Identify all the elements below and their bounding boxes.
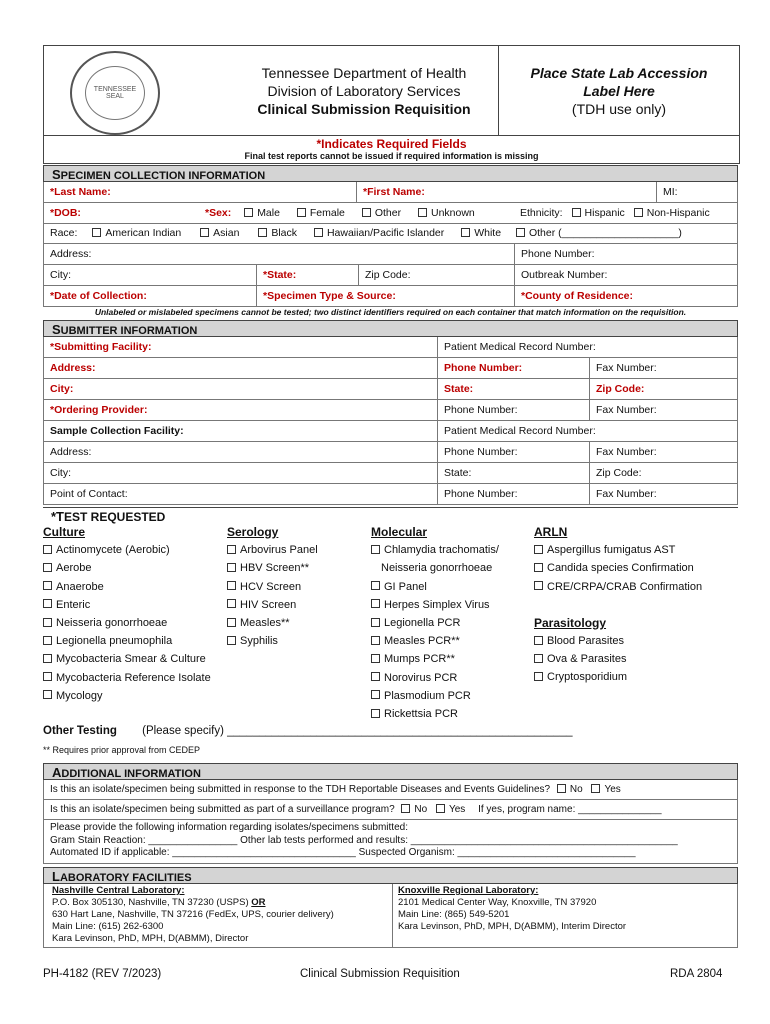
sex-other-label: Other (374, 207, 402, 219)
culture-item[interactable] (43, 541, 211, 559)
checkbox-american-indian[interactable] (92, 228, 101, 237)
row-name (43, 182, 738, 203)
automated-id-field[interactable]: Automated ID if applicable: _________________________________ Suspected Organism: ________________________________ (50, 847, 636, 858)
row-q1 (43, 780, 738, 800)
checkbox-hawaiian[interactable] (314, 228, 323, 237)
sex-male-label: Male (257, 207, 280, 219)
checkbox-molecular[interactable] (371, 709, 380, 718)
nashville-address: 630 Hart Lane, Nashville, TN 37216 (FedEx, UPS, courier delivery) (52, 909, 334, 920)
checkbox-non-hispanic[interactable] (634, 208, 643, 217)
checkbox-asian[interactable] (200, 228, 209, 237)
culture-item[interactable] (43, 650, 211, 668)
checkbox-molecular[interactable] (371, 581, 380, 590)
row-scf-address (43, 442, 738, 463)
molecular-label: Norovirus PCR (384, 671, 458, 684)
section-submitter: SUBMITTER INFORMATION (43, 320, 738, 337)
race-group (44, 224, 739, 243)
ethnicity-label: Ethnicity: (520, 207, 563, 219)
para-label: Blood Parasites (547, 635, 625, 648)
labeling-note: Unlabeled or mislabeled specimens cannot be tested; two distinct identifiers required on each container that match information on the requisition. (94, 307, 687, 317)
checkbox-serology[interactable] (227, 636, 236, 645)
q2-text: Is this an isolate/specimen being submitted as part of a surveillance program? (50, 804, 395, 815)
serology-item[interactable] (227, 632, 318, 650)
molecular-item[interactable] (371, 632, 499, 650)
serology-label: HIV Screen (240, 598, 297, 611)
form-header (43, 45, 740, 136)
checkbox-culture[interactable] (43, 545, 52, 554)
seal-inner: TENNESSEE SEAL (85, 66, 145, 120)
first-name-field[interactable]: *First Name: (356, 182, 656, 202)
other-testing-row (43, 725, 572, 737)
isolate-info-text: Please provide the following information regarding isolates/specimens submitted: (50, 822, 408, 833)
checkbox-serology[interactable] (227, 545, 236, 554)
molecular-item[interactable] (371, 578, 499, 596)
arln-label: CRE/CRPA/CRAB Confirmation (547, 580, 703, 593)
checkbox-arln[interactable] (534, 581, 543, 590)
molecular-heading: Molecular (371, 525, 428, 539)
culture-item[interactable] (43, 614, 211, 632)
row-isolate-info (43, 820, 738, 864)
serology-item[interactable] (227, 541, 318, 559)
culture-label: Aerobe (56, 562, 92, 575)
accession-label-area (499, 64, 739, 118)
other-testing-label: Other Testing (43, 725, 117, 737)
checkbox-black[interactable] (258, 228, 267, 237)
para-label: Ova & Parasites (547, 653, 627, 666)
checkbox-q1-yes[interactable] (591, 784, 600, 793)
row-sub-address (43, 358, 738, 379)
molecular-item[interactable] (371, 687, 499, 705)
provider-phone-field[interactable]: Phone Number: (437, 400, 589, 420)
row-collection (43, 286, 738, 307)
nashville-or: OR (251, 897, 266, 908)
section-labs: LABORATORY FACILITIES (43, 867, 738, 884)
checkbox-serology[interactable] (227, 618, 236, 627)
poc-phone-field[interactable]: Phone Number: (437, 484, 589, 504)
race-asian-label: Asian (213, 227, 240, 239)
para-item[interactable] (534, 668, 702, 686)
knoxville-title: Knoxville Regional Laboratory: (398, 885, 539, 896)
serology-item[interactable] (227, 614, 318, 632)
molecular-column (371, 523, 499, 723)
serology-label: Measles** (240, 617, 290, 630)
culture-label: Enteric (56, 598, 91, 611)
submitter-fax-field[interactable]: Fax Number: (589, 358, 739, 378)
submitter-phone-field[interactable]: Phone Number: (437, 358, 589, 378)
checkbox-molecular[interactable] (371, 545, 380, 554)
section-additional: ADDITIONAL INFORMATION (43, 763, 738, 780)
nashville-lab (52, 885, 334, 945)
row-address (43, 243, 738, 265)
culture-label: Neisseria gonorrhoeae (56, 617, 168, 630)
sex-female-label: Female (309, 207, 345, 219)
submitter-zip-field[interactable]: Zip Code: (589, 379, 739, 399)
knoxville-phone: Main Line: (865) 549-5201 (398, 909, 510, 920)
row-provider (43, 400, 738, 421)
molecular-item[interactable] (371, 614, 499, 632)
molecular-item[interactable] (371, 705, 499, 723)
checkbox-para[interactable] (534, 672, 543, 681)
accession-label-line1: Place State Lab Accession (530, 65, 708, 81)
checkbox-culture[interactable] (43, 563, 52, 572)
molecular-label: GI Panel (384, 580, 427, 593)
race-other-label: Other (____________________) (528, 227, 682, 239)
row-sub-city (43, 379, 738, 400)
culture-label: Anaerobe (56, 580, 104, 593)
culture-label: Mycology (56, 689, 103, 702)
ordering-provider-field[interactable]: *Ordering Provider: (50, 404, 148, 416)
program-name-field[interactable]: If yes, program name: _______________ (478, 804, 662, 815)
approval-note: ** Requires prior approval from CEDEP (43, 745, 201, 755)
checkbox-molecular[interactable] (371, 654, 380, 663)
serology-heading: Serology (227, 525, 279, 539)
sex-unknown-label: Unknown (431, 207, 475, 219)
serology-item[interactable] (227, 578, 318, 596)
race-hawaiian-label: Hawaiian/Pacific Islander (326, 227, 445, 239)
molecular-item[interactable] (371, 541, 499, 559)
serology-column (227, 523, 318, 650)
division-name: Division of Laboratory Services (267, 83, 461, 99)
header-title-block (234, 64, 494, 118)
sex-group (199, 203, 514, 223)
submitting-facility-field[interactable]: *Submitting Facility: (50, 341, 152, 353)
ethnicity-group (514, 203, 739, 223)
phone-field[interactable]: Phone Number: (514, 244, 739, 264)
department-name: Tennessee Department of Health (261, 65, 467, 81)
molecular-label: Measles PCR** (384, 635, 460, 648)
row-race (43, 224, 738, 243)
checkbox-culture[interactable] (43, 618, 52, 627)
scf-city-field[interactable]: City: (50, 467, 71, 479)
gram-stain-field[interactable]: Gram Stain Reaction: ________________ Other lab tests performed and results: ________________________________________________ (50, 834, 678, 846)
nashville-title: Nashville Central Laboratory: (52, 885, 185, 896)
q1-yes-label: Yes (604, 784, 621, 795)
molecular-label-cont: Neisseria gonorrhoeae (381, 562, 493, 575)
arln-label: Aspergillus fumigatus AST (547, 544, 676, 557)
molecular-label: Legionella PCR (384, 617, 461, 630)
checkbox-culture[interactable] (43, 599, 52, 608)
molecular-item[interactable] (371, 596, 499, 614)
row-facility (43, 337, 738, 358)
checkbox-male[interactable] (244, 208, 253, 217)
arln-item[interactable] (534, 541, 702, 559)
culture-item[interactable] (43, 632, 211, 650)
form-title: Clinical Submission Requisition (257, 101, 471, 117)
accession-label-line2: Label Here (583, 83, 655, 99)
checkbox-q2-no[interactable] (401, 804, 410, 813)
arln-label: Candida species Confirmation (547, 562, 694, 575)
culture-label: Actinomycete (Aerobic) (56, 544, 170, 557)
arln-heading: ARLN (534, 525, 568, 539)
race-white-label: White (474, 227, 502, 239)
culture-label: Mycobacteria Smear & Culture (56, 653, 206, 666)
molecular-label: Chlamydia trachomatis/ (384, 544, 499, 557)
checkbox-molecular[interactable] (371, 672, 380, 681)
row-scf (43, 421, 738, 442)
molecular-label: Herpes Simplex Virus (384, 598, 490, 611)
race-american-indian-label: American Indian (105, 227, 182, 239)
checkbox-q2-yes[interactable] (436, 804, 445, 813)
nashville-director: Kara Levinson, PhD, MPH, D(ABMM), Director (52, 933, 249, 944)
serology-item[interactable] (227, 596, 318, 614)
culture-item[interactable] (43, 578, 211, 596)
checkbox-q1-no[interactable] (557, 784, 566, 793)
row-scf-city (43, 463, 738, 484)
arln-item[interactable] (534, 559, 702, 577)
checkbox-molecular[interactable] (371, 618, 380, 627)
submitter-address-field[interactable]: Address: (50, 362, 96, 374)
parasitology-heading: Parasitology (534, 615, 607, 630)
accession-label-line3: (TDH use only) (571, 101, 667, 117)
culture-label: Legionella pneumophila (56, 635, 173, 648)
knoxville-lab (398, 885, 626, 933)
culture-item[interactable] (43, 559, 211, 577)
footer-rda: RDA 2804 (670, 968, 723, 980)
poc-field[interactable]: Point of Contact: (50, 488, 128, 500)
footer-form-number: PH-4182 (REV 7/2023) (43, 968, 162, 980)
culture-item[interactable] (43, 687, 211, 705)
serology-label: Syphilis (240, 635, 278, 648)
checkbox-culture[interactable] (43, 690, 52, 699)
checkbox-culture[interactable] (43, 672, 52, 681)
checkbox-culture[interactable] (43, 581, 52, 590)
checkbox-serology[interactable] (227, 563, 236, 572)
required-notice (43, 134, 740, 164)
mi-field[interactable]: MI: (656, 182, 739, 202)
molecular-item[interactable] (371, 650, 499, 668)
culture-item[interactable] (43, 596, 211, 614)
mrn-field[interactable]: Patient Medical Record Number: (437, 337, 739, 357)
molecular-label: Mumps PCR** (384, 653, 455, 666)
serology-item[interactable] (227, 559, 318, 577)
checkbox-female[interactable] (297, 208, 306, 217)
ethnicity-non-hispanic-label: Non-Hispanic (646, 207, 710, 219)
provider-fax-field[interactable]: Fax Number: (589, 400, 739, 420)
checkbox-serology[interactable] (227, 599, 236, 608)
state-seal (70, 51, 160, 135)
zip-field[interactable]: Zip Code: (358, 265, 514, 285)
address-field[interactable]: Address: (50, 248, 92, 260)
last-name-field[interactable]: *Last Name: (50, 186, 111, 198)
submitter-city-field[interactable]: City: (50, 383, 74, 395)
city-field[interactable]: City: (50, 269, 71, 281)
row-poc (43, 484, 738, 505)
section-tests: *TEST REQUESTED (43, 507, 738, 524)
footer-form-title: Clinical Submission Requisition (300, 968, 460, 980)
section-specimen: SPECIMEN COLLECTION INFORMATION (43, 165, 738, 182)
scf-state-field[interactable]: State: (437, 463, 589, 483)
checkbox-para[interactable] (534, 636, 543, 645)
checkbox-race-other[interactable] (516, 228, 525, 237)
other-testing-field[interactable]: (Please specify) ______________________________________________________ (142, 725, 573, 737)
scf-address-field[interactable]: Address: (50, 446, 92, 458)
serology-label: HBV Screen** (240, 562, 310, 575)
state-field[interactable]: *State: (256, 265, 358, 285)
scf-mrn-field[interactable]: Patient Medical Record Number: (437, 421, 739, 441)
sex-label: *Sex: (205, 207, 232, 219)
ethnicity-hispanic-label: Hispanic (584, 207, 625, 219)
row-dob (43, 203, 738, 224)
checkbox-molecular[interactable] (371, 690, 380, 699)
row-q2 (43, 800, 738, 820)
checkbox-serology[interactable] (227, 581, 236, 590)
culture-item[interactable] (43, 669, 211, 687)
molecular-label: Rickettsia PCR (384, 708, 458, 721)
row-city (43, 265, 738, 286)
checkbox-culture[interactable] (43, 654, 52, 663)
nashville-po-box: P.O. Box 305130, Nashville, TN 37230 (USPS) (52, 897, 252, 908)
labs-divider (392, 884, 393, 947)
race-black-label: Black (271, 227, 298, 239)
culture-column (43, 523, 211, 705)
dob-field[interactable]: *DOB: (50, 207, 81, 219)
scf-phone-field[interactable]: Phone Number: (437, 442, 589, 462)
submitter-state-field[interactable]: State: (437, 379, 589, 399)
poc-fax-field[interactable]: Fax Number: (589, 484, 739, 504)
required-fields-note: *Indicates Required Fields (316, 137, 467, 151)
serology-label: HCV Screen (240, 580, 302, 593)
scf-fax-field[interactable]: Fax Number: (589, 442, 739, 462)
para-item[interactable] (534, 650, 702, 668)
collection-date-field[interactable]: *Date of Collection: (50, 290, 147, 302)
q1-no-label: No (569, 784, 583, 795)
checkbox-molecular[interactable] (371, 599, 380, 608)
culture-label: Mycobacteria Reference Isolate (56, 671, 211, 684)
q2-yes-label: Yes (448, 804, 466, 815)
serology-label: Arbovirus Panel (240, 544, 318, 557)
collection-facility-field[interactable]: Sample Collection Facility: (50, 425, 184, 437)
scf-zip-field[interactable]: Zip Code: (589, 463, 739, 483)
race-label: Race: (50, 227, 78, 239)
para-item[interactable] (534, 632, 702, 650)
molecular-label: Plasmodium PCR (384, 689, 471, 702)
q2-no-label: No (414, 804, 428, 815)
arln-column (534, 523, 702, 687)
para-label: Cryptosporidium (547, 671, 628, 684)
q1-text: Is this an isolate/specimen being submitted in response to the TDH Reportable Diseases and Events Guidelines? (50, 784, 551, 795)
checkbox-culture[interactable] (43, 636, 52, 645)
nashville-phone: Main Line: (615) 262-6300 (52, 921, 164, 932)
checkbox-hispanic[interactable] (572, 208, 581, 217)
arln-item[interactable] (534, 578, 702, 596)
checkbox-para[interactable] (534, 654, 543, 663)
checkbox-unknown[interactable] (418, 208, 427, 217)
outbreak-field[interactable]: Outbreak Number: (514, 265, 739, 285)
checkbox-white[interactable] (461, 228, 470, 237)
knoxville-address: 2101 Medical Center Way, Knoxville, TN 37920 (398, 897, 597, 908)
required-missing-note: Final test reports cannot be issued if required information is missing (244, 151, 539, 161)
checkbox-arln[interactable] (534, 545, 543, 554)
checkbox-other[interactable] (362, 208, 371, 217)
culture-heading: Culture (43, 525, 85, 539)
molecular-item[interactable] (371, 669, 499, 687)
checkbox-arln[interactable] (534, 563, 543, 572)
knoxville-director: Kara Levinson, PhD, MPH, D(ABMM), Interim Director (398, 921, 627, 932)
county-field[interactable]: *County of Residence: (514, 286, 739, 306)
specimen-type-field[interactable]: *Specimen Type & Source: (256, 286, 514, 306)
checkbox-molecular[interactable] (371, 636, 380, 645)
